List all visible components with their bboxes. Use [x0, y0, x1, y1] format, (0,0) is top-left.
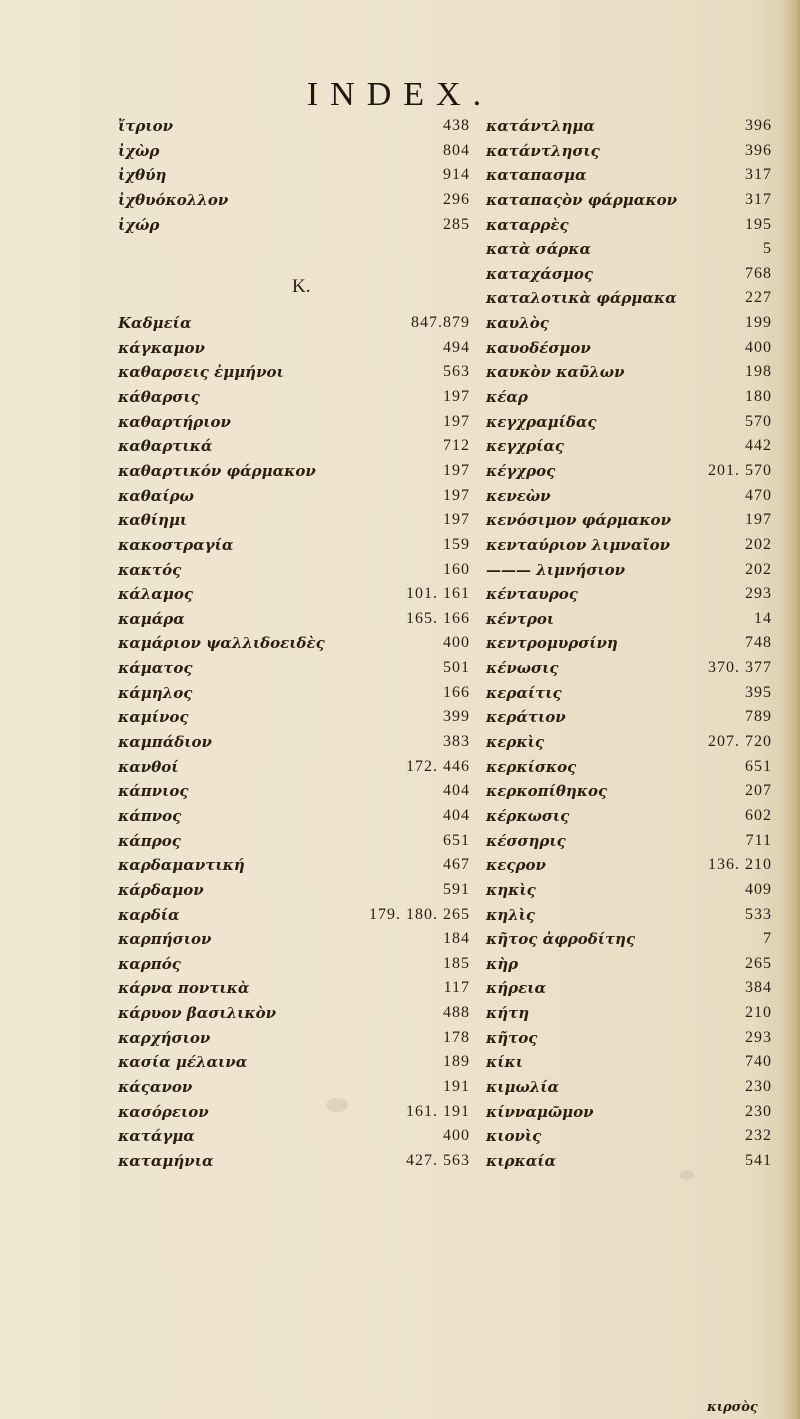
page-reference: 197: [443, 388, 470, 406]
page-reference: 370. 377: [708, 659, 772, 677]
index-entry: [486, 213, 772, 238]
index-term: κήτη: [486, 1004, 530, 1023]
page-reference: 651: [745, 757, 772, 775]
index-entry: [118, 311, 470, 336]
index-entry: [118, 262, 470, 287]
index-entry: [486, 508, 772, 533]
index-term: καθαρτήριον: [118, 412, 231, 431]
index-column-right: [486, 114, 772, 1174]
index-term: καταχάσμος: [486, 264, 594, 283]
page-reference: 740: [745, 1053, 772, 1071]
page-reference: 166: [443, 683, 470, 701]
index-entry: [486, 262, 772, 287]
index-term: κίνναμῶμον: [486, 1102, 594, 1121]
index-term: κίκι: [486, 1053, 524, 1072]
page-reference: 14: [754, 609, 772, 627]
page-reference: 533: [745, 905, 772, 923]
index-entry: [118, 804, 470, 829]
index-term: κατάντλησις: [486, 141, 600, 160]
catchword: κιρσὸς: [707, 1400, 758, 1415]
index-entry: [486, 459, 772, 484]
index-entry: [118, 533, 470, 558]
page-reference: 202: [745, 535, 772, 553]
index-entry: [118, 410, 470, 435]
page-reference: 570: [745, 412, 772, 430]
index-entry: [486, 188, 772, 213]
page-reference: 591: [443, 880, 470, 898]
page-reference: 494: [443, 338, 470, 356]
index-entry: [486, 484, 772, 509]
index-entry: [486, 779, 772, 804]
index-entry: [118, 878, 470, 903]
page-reference: 409: [745, 880, 772, 898]
index-entry: [486, 1050, 772, 1075]
section-letter: K.: [292, 276, 311, 297]
index-term: κατάγμα: [118, 1127, 195, 1146]
index-entry: [486, 163, 772, 188]
index-entry: [486, 558, 772, 583]
index-entry: [118, 434, 470, 459]
index-term: κέσσηρις: [486, 831, 566, 850]
index-term: καθαρτικόν φάρμακον: [118, 461, 316, 480]
index-term: κάμηλος: [118, 683, 193, 702]
index-entry: [486, 829, 772, 854]
page-reference: 207: [745, 782, 772, 800]
index-entry: [486, 903, 772, 928]
index-entry: [486, 336, 772, 361]
page-edge-shadow: [782, 0, 800, 1419]
page-reference: 179. 180. 265: [369, 905, 470, 923]
page-reference: 438: [443, 117, 470, 134]
index-term: κασία μέλαινα: [118, 1053, 248, 1072]
page-reference: 197: [443, 461, 470, 479]
index-entry: [486, 1100, 772, 1125]
index-term: κέρκωσις: [486, 806, 570, 825]
index-entry: [118, 459, 470, 484]
index-term: καρδία: [118, 905, 180, 924]
page-reference: 804: [443, 141, 470, 159]
index-entry: [486, 311, 772, 336]
index-entry: [486, 286, 772, 311]
page-reference: 165. 166: [406, 609, 470, 627]
index-entry: [486, 139, 772, 164]
index-term: κάγκαμον: [118, 338, 205, 357]
page-reference: 383: [443, 733, 470, 751]
page-reference: 317: [745, 190, 772, 208]
page-reference: 178: [443, 1028, 470, 1046]
page-reference: 384: [745, 979, 772, 997]
index-term: κιμωλία: [486, 1077, 560, 1096]
index-entry: [118, 188, 470, 213]
page-reference: 488: [443, 1004, 470, 1022]
index-entry: [486, 410, 772, 435]
index-entry: [118, 730, 470, 755]
page-reference: 501: [443, 659, 470, 677]
index-term: καμίνος: [118, 708, 189, 727]
index-term: κάρνα ποντικὰ: [118, 979, 250, 998]
index-term: κιρκαία: [486, 1151, 557, 1170]
index-entry: [118, 779, 470, 804]
index-entry: [486, 927, 772, 952]
page-reference: 210: [745, 1004, 772, 1022]
index-term: κερκίσκος: [486, 757, 577, 776]
index-term: καρχήσιον: [118, 1028, 211, 1047]
index-entry: [118, 1149, 470, 1174]
index-term: ἰχθυόκολλον: [118, 190, 229, 209]
page-reference: 197: [443, 511, 470, 529]
page-reference: 396: [745, 117, 772, 134]
index-term: καυλὸς: [486, 314, 549, 333]
page-reference: 470: [745, 486, 772, 504]
index-term: κερκοπίθηκος: [486, 782, 608, 801]
index-entry: [118, 1124, 470, 1149]
index-term: κέντροι: [486, 609, 555, 628]
index-term: κὴρ: [486, 954, 519, 973]
index-entry: [486, 705, 772, 730]
index-entry: [118, 286, 470, 311]
index-entry: [118, 484, 470, 509]
page-reference: 404: [443, 782, 470, 800]
index-entry: [486, 976, 772, 1001]
index-entry: [486, 434, 772, 459]
index-term: καταπασμα: [486, 166, 587, 185]
page-reference: 199: [745, 314, 772, 332]
page-reference: 404: [443, 806, 470, 824]
index-term: καθαρτικά: [118, 437, 213, 456]
index-term: κηλὶς: [486, 905, 536, 924]
index-entry: [486, 582, 772, 607]
index-entry: [486, 1026, 772, 1051]
index-term: κιονὶς: [486, 1127, 542, 1146]
index-entry: [486, 1149, 772, 1174]
index-term: κεντρομυρσίνη: [486, 634, 618, 653]
index-entry: [118, 755, 470, 780]
page-reference: 847.879: [411, 314, 470, 332]
index-term: κάρδαμον: [118, 880, 204, 899]
page-reference: 789: [745, 708, 772, 726]
page-reference: 202: [745, 560, 772, 578]
index-entry: [118, 829, 470, 854]
index-entry: [486, 853, 772, 878]
index-term: κάλαμος: [118, 585, 193, 604]
page-reference: 563: [443, 363, 470, 381]
index-entry: [486, 656, 772, 681]
index-term: κερκὶς: [486, 733, 544, 752]
page-reference: 195: [745, 215, 772, 233]
index-term: καθαίρω: [118, 486, 194, 505]
page-reference: 230: [745, 1077, 772, 1095]
page-reference: 293: [745, 1028, 772, 1046]
index-term: καυκὸν καῦλων: [486, 363, 625, 382]
index-entry: [486, 1075, 772, 1100]
page-reference: 467: [443, 856, 470, 874]
page-reference: 230: [745, 1102, 772, 1120]
index-entry: [118, 952, 470, 977]
page-reference: 184: [443, 930, 470, 948]
index-term: κάθαρσις: [118, 388, 200, 407]
index-term: κασόρειον: [118, 1102, 209, 1121]
index-entry: [118, 976, 470, 1001]
page-reference: 541: [745, 1151, 772, 1169]
index-term: ἰχθύη: [118, 166, 167, 185]
index-term: κῆτος ἀφροδίτης: [486, 930, 636, 949]
index-term: ——— λιμνήσιον: [486, 560, 626, 579]
index-term: κάςανον: [118, 1077, 193, 1096]
index-term: ἰχώρ: [118, 215, 160, 234]
index-term: κέαρ: [486, 388, 528, 407]
index-entry: [486, 878, 772, 903]
index-entry: [118, 705, 470, 730]
index-term: κενόσιμον φάρμακον: [486, 511, 671, 530]
ink-smudge: [326, 1098, 348, 1112]
index-entry: [118, 213, 470, 238]
index-entry: [486, 360, 772, 385]
index-term: κάματος: [118, 659, 193, 678]
page-reference: 395: [745, 683, 772, 701]
page-reference: 197: [745, 511, 772, 529]
page-reference: 748: [745, 634, 772, 652]
index-term: κανθοί: [118, 757, 179, 776]
index-term: κακτός: [118, 560, 182, 579]
page-reference: 651: [443, 831, 470, 849]
index-entry: [118, 508, 470, 533]
page-title: INDEX.: [306, 76, 494, 113]
index-entry: [118, 927, 470, 952]
page-reference: 400: [443, 634, 470, 652]
page-reference: 5: [763, 240, 772, 258]
index-column-left: [118, 114, 470, 1174]
index-term: κατὰ σάρκα: [486, 240, 592, 259]
page-reference: 197: [443, 486, 470, 504]
index-entry: [486, 755, 772, 780]
page-reference: 198: [745, 363, 772, 381]
page-reference: 227: [745, 289, 772, 307]
index-entry: [118, 114, 470, 139]
index-term: κένταυρος: [486, 585, 578, 604]
page-reference: 400: [745, 338, 772, 356]
index-term: κεγχραμίδας: [486, 412, 597, 431]
page-reference: 189: [443, 1053, 470, 1071]
index-entry: [118, 631, 470, 656]
index-term: κάπρος: [118, 831, 181, 850]
index-entry: [486, 681, 772, 706]
page-reference: 172. 446: [406, 757, 470, 775]
page-reference: 161. 191: [406, 1102, 470, 1120]
index-term: καρδαμαντική: [118, 856, 245, 875]
index-term: καταμήνια: [118, 1151, 214, 1170]
index-entry: [118, 656, 470, 681]
page-reference: 232: [745, 1127, 772, 1145]
index-entry: [118, 139, 470, 164]
page-reference: 136. 210: [708, 856, 772, 874]
index-entry: [118, 163, 470, 188]
page-reference: 207. 720: [708, 733, 772, 751]
page-reference: 914: [443, 166, 470, 184]
page-reference: 396: [745, 141, 772, 159]
page-reference: 399: [443, 708, 470, 726]
index-term: Καδμεία: [118, 314, 192, 333]
index-term: κένωσις: [486, 659, 559, 678]
page-reference: 191: [443, 1077, 470, 1095]
index-term: ἴτριον: [118, 117, 173, 135]
page-reference: 602: [745, 806, 772, 824]
index-term: κέγχρος: [486, 461, 556, 480]
index-term: καρπός: [118, 954, 181, 973]
index-term: καταπαςὸν φάρμακον: [486, 190, 677, 209]
index-term: καταρρὲς: [486, 215, 569, 234]
index-term: κηκὶς: [486, 880, 536, 899]
index-term: καταλοτικὰ φάρμακα: [486, 289, 677, 308]
page-reference: 442: [745, 437, 772, 455]
index-entry: [486, 1001, 772, 1026]
page-reference: 285: [443, 215, 470, 233]
index-entry: [118, 1026, 470, 1051]
index-term: καμάρα: [118, 609, 185, 628]
page-reference: 296: [443, 190, 470, 208]
index-term: κῆτος: [486, 1028, 538, 1047]
index-entry: [118, 1050, 470, 1075]
index-term: καρπήσιον: [118, 930, 212, 949]
index-term: κενεὼν: [486, 486, 551, 505]
index-entry: [118, 237, 470, 262]
index-entry: [118, 385, 470, 410]
page-reference: 117: [443, 979, 470, 997]
index-term: καυοδέσμον: [486, 338, 591, 357]
index-entry: [118, 582, 470, 607]
page-reference: 160: [443, 560, 470, 578]
index-term: κεγχρίας: [486, 437, 565, 456]
page-reference: 265: [745, 954, 772, 972]
page-reference: 427. 563: [406, 1151, 470, 1169]
index-term: κεράτιον: [486, 708, 566, 727]
index-term: καθίημι: [118, 511, 188, 530]
page-reference: 159: [443, 535, 470, 553]
index-term: κεραίτις: [486, 683, 562, 702]
index-entry: [118, 681, 470, 706]
page-reference: 293: [745, 585, 772, 603]
index-term: κάπνος: [118, 806, 182, 825]
index-entry: [118, 903, 470, 928]
index-term: κακοστραγία: [118, 535, 234, 554]
ink-smudge: [680, 1170, 694, 1180]
page-reference: 101. 161: [406, 585, 470, 603]
index-term: κήρεια: [486, 979, 547, 998]
index-entry: [118, 853, 470, 878]
index-term: κατάντλημα: [486, 117, 595, 135]
index-entry: [486, 607, 772, 632]
index-term: ἰχὼρ: [118, 141, 160, 160]
page-reference: 197: [443, 412, 470, 430]
index-entry: [486, 804, 772, 829]
index-entry: [486, 952, 772, 977]
index-entry: [118, 1075, 470, 1100]
page-reference: 317: [745, 166, 772, 184]
index-entry: [486, 385, 772, 410]
index-term: κάρυον βασιλικὸν: [118, 1004, 277, 1023]
index-entry: [118, 558, 470, 583]
index-entry: [486, 730, 772, 755]
page-reference: 7: [763, 930, 772, 948]
index-term: κάπνιος: [118, 782, 189, 801]
index-entry: [118, 1100, 470, 1125]
page-reference: 180: [745, 388, 772, 406]
index-entry: [118, 1001, 470, 1026]
page-reference: 712: [443, 437, 470, 455]
page-reference: 711: [745, 831, 772, 849]
index-term: καθαρσεις ἐμμήνοι: [118, 363, 284, 382]
page-reference: 185: [443, 954, 470, 972]
index-term: καμάριον ψαλλιδοειδὲς: [118, 634, 325, 653]
index-term: καμπάδιον: [118, 733, 212, 752]
index-entry: [486, 631, 772, 656]
index-entry: [118, 336, 470, 361]
page-reference: 768: [745, 264, 772, 282]
index-entry: [486, 237, 772, 262]
index-entry: [486, 533, 772, 558]
index-term: κεςρον: [486, 856, 546, 875]
index-term: κενταύριον λιμναῖον: [486, 535, 671, 554]
page-reference: 400: [443, 1127, 470, 1145]
index-entry: [118, 607, 470, 632]
index-entry: [486, 114, 772, 139]
index-entry: [118, 360, 470, 385]
index-entry: [486, 1124, 772, 1149]
page-reference: 201. 570: [708, 461, 772, 479]
